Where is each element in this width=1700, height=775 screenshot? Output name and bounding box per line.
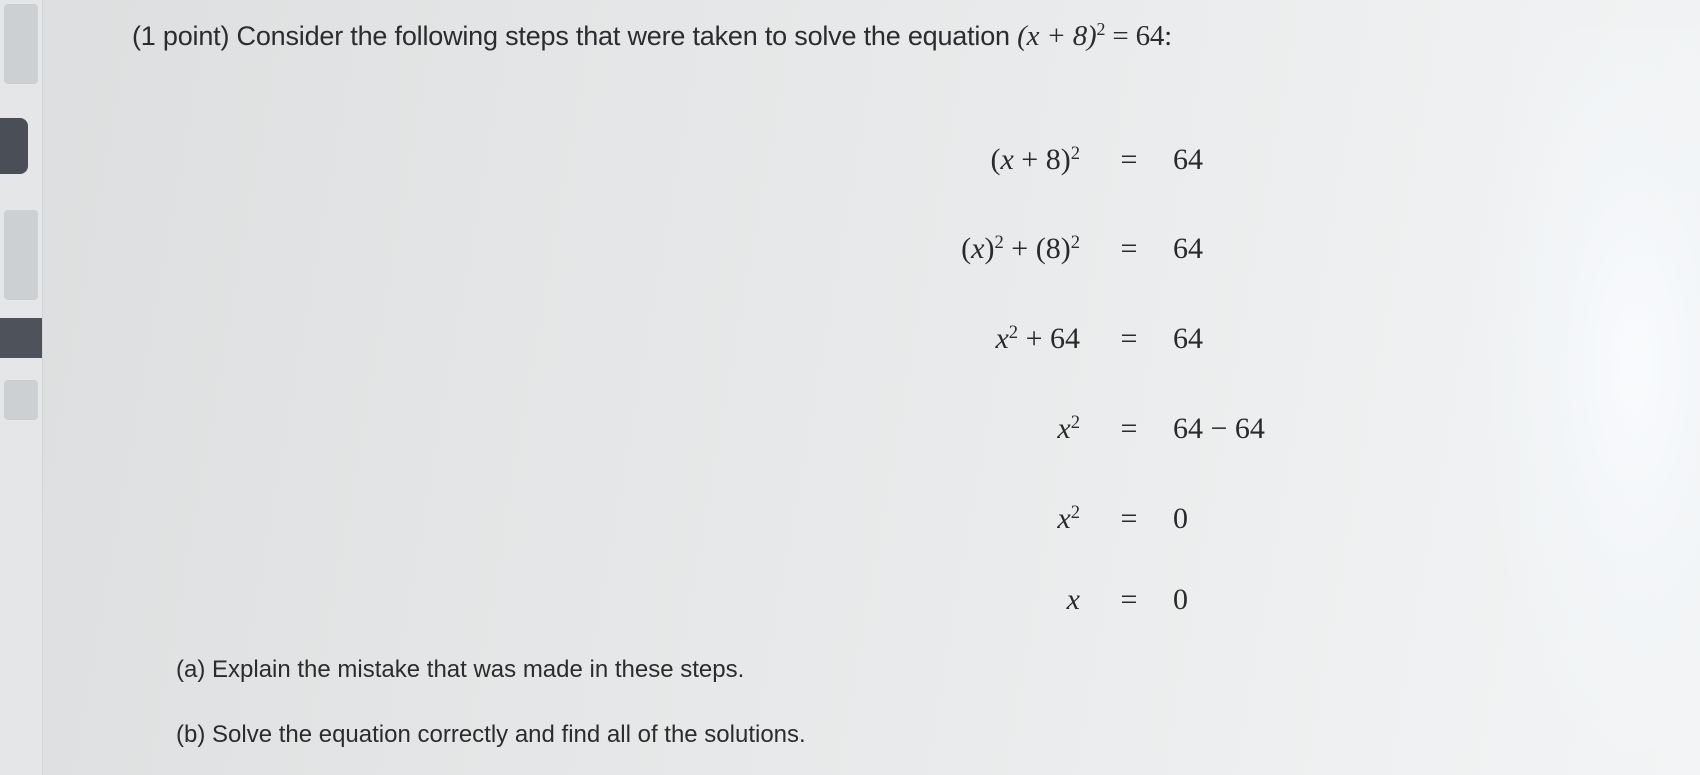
question-text: (1 point) Consider the following steps that were taken to solve the equation <box>132 21 1010 51</box>
part-b-prompt: (b) Solve the equation correctly and find all of the solutions. <box>176 721 806 748</box>
step-rhs: 64 <box>1173 143 1203 176</box>
step-equals: = <box>1120 232 1138 265</box>
step-row <box>0 583 1700 623</box>
step-rhs: 64 <box>1173 232 1203 265</box>
part-a-prompt: (a) Explain the mistake that was made in these steps. <box>176 656 745 683</box>
step-equals: = <box>1120 143 1138 176</box>
step-equals: = <box>1120 502 1138 535</box>
question-equation-exponent: 2 <box>1096 19 1106 40</box>
step-lhs: $(x)^2 + (8)^2$ <box>961 231 1080 265</box>
step-rhs: 0 <box>1173 502 1188 535</box>
step-lhs: $x^2 + 64$ <box>995 321 1080 355</box>
step-rhs: 64 − 64 <box>1173 412 1265 445</box>
step-equals: = <box>1120 322 1138 355</box>
step-lhs: $x^2$ <box>1057 411 1080 445</box>
step-row <box>0 322 1700 362</box>
step-equals: = <box>1120 583 1138 616</box>
step-row <box>0 143 1700 183</box>
step-row <box>0 412 1700 452</box>
step-equals: = <box>1120 412 1138 445</box>
step-row <box>0 502 1700 542</box>
question-equation-rhs: = 64: <box>1112 20 1173 52</box>
step-lhs: x <box>1066 583 1080 616</box>
step-rhs: 0 <box>1173 583 1188 616</box>
question-equation-lhs: (x + 8) <box>1017 20 1097 52</box>
step-row <box>0 232 1700 272</box>
step-rhs: 64 <box>1173 322 1203 355</box>
step-lhs: $x^2$ <box>1057 501 1080 535</box>
step-lhs: $(x + 8)^2$ <box>990 142 1080 176</box>
